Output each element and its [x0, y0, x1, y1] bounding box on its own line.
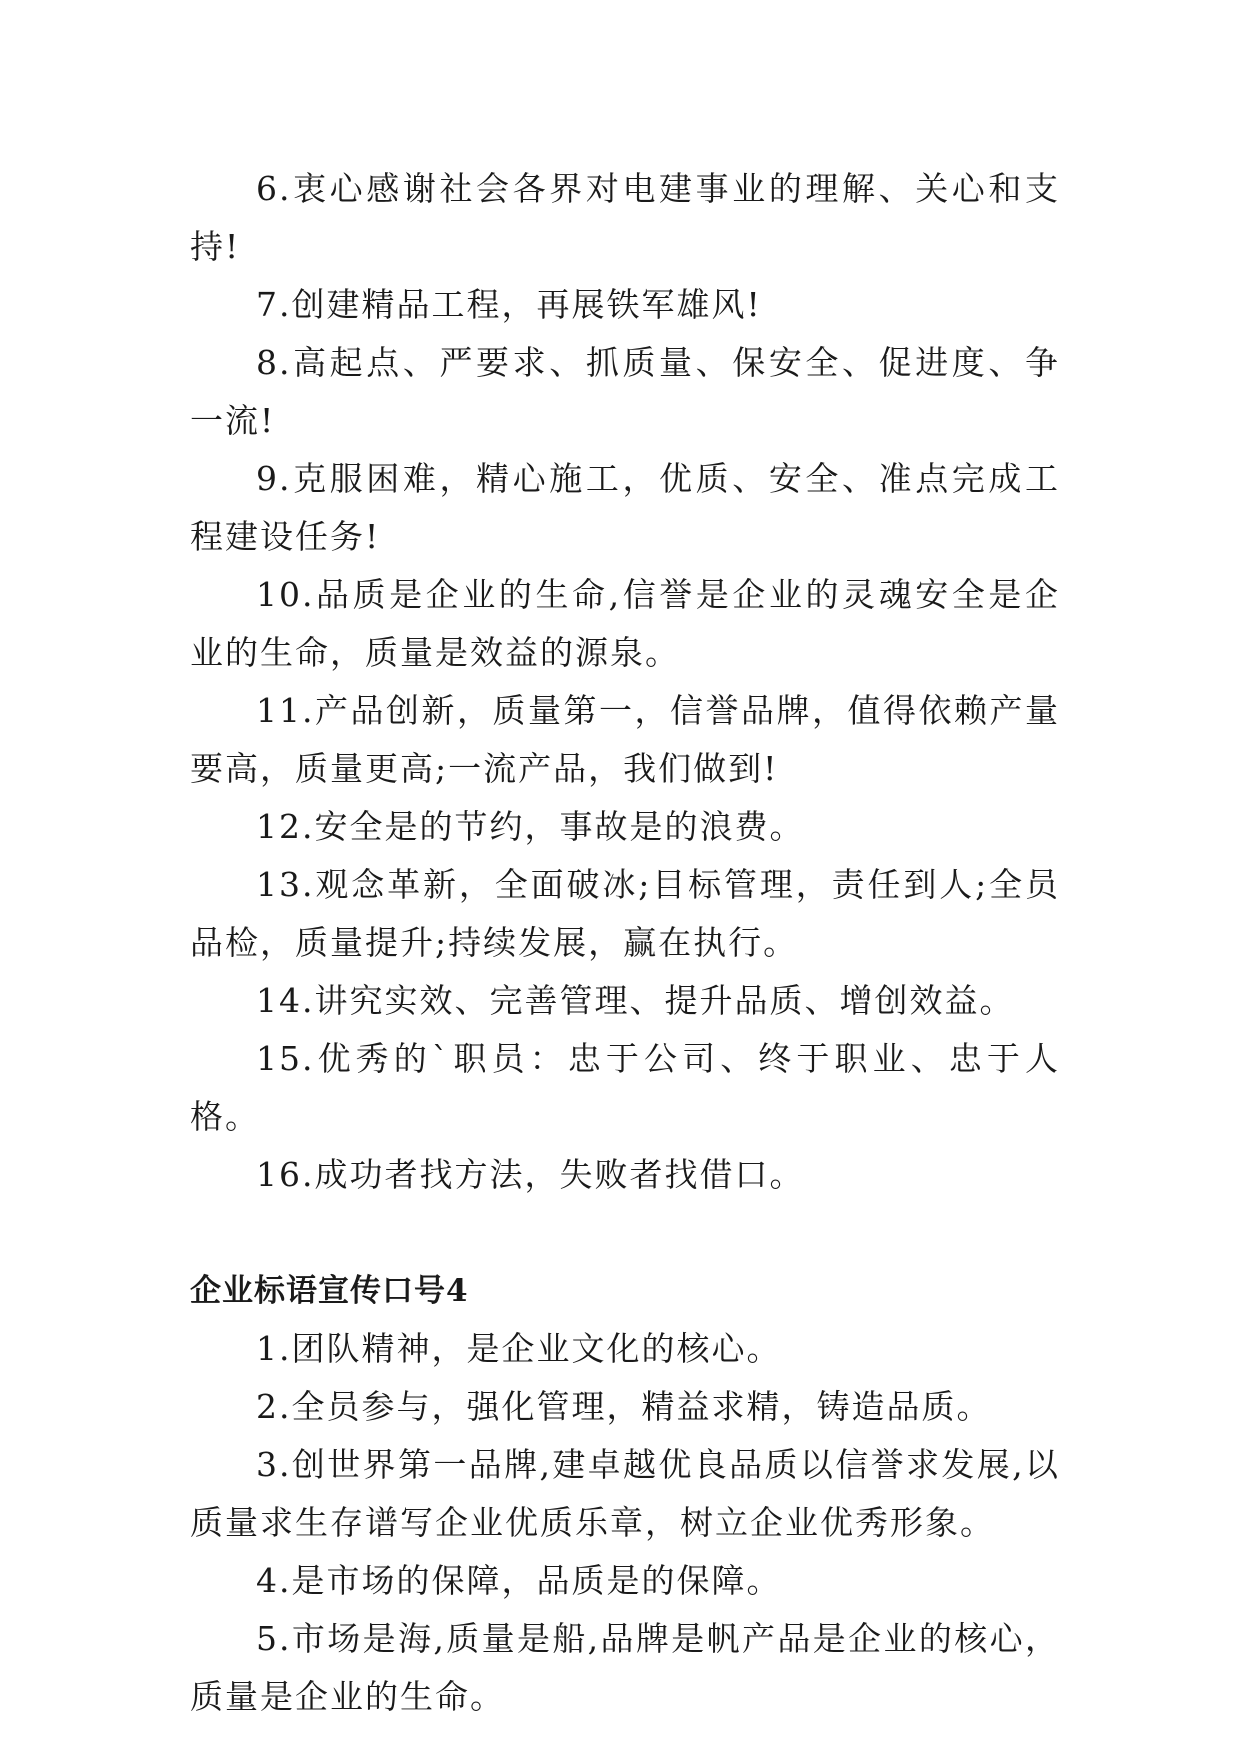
slogan-item: 13.观念革新，全面破冰;目标管理，责任到人;全员品检，质量提升;持续发展，赢在执行。	[190, 865, 1060, 962]
slogan-item: 8.高起点、严要求、抓质量、保安全、促进度、争一流!	[190, 343, 1060, 440]
slogan-item: 5.市场是海,质量是船,品牌是帆产品是企业的核心，质量是企业的生命。	[190, 1619, 1060, 1716]
section-spacer	[190, 1204, 1060, 1262]
slogan-item: 6.衷心感谢社会各界对电建事业的理解、关心和支持!	[190, 169, 1060, 266]
slogan-item: 3.创世界第一品牌,建卓越优良品质以信誉求发展,以质量求生存谱写企业优质乐章，树立企业优秀形象。	[190, 1445, 1060, 1542]
slogan-item: 2.全员参与，强化管理，精益求精，铸造品质。	[256, 1387, 992, 1426]
slogan-item: 12.安全是的节约，事故是的浪费。	[256, 807, 805, 846]
document-body	[190, 160, 1060, 1726]
slogan-item: 7.创建精品工程，再展铁军雄风!	[256, 285, 762, 324]
slogan-item: 9.克服困难，精心施工，优质、安全、准点完成工程建设任务!	[190, 459, 1060, 556]
slogan-item: 14.讲究实效、完善管理、提升品质、增创效益。	[256, 981, 1015, 1020]
slogan-item: 1.团队精神，是企业文化的核心。	[256, 1329, 782, 1368]
slogan-item: 16.成功者找方法，失败者找借口。	[256, 1155, 805, 1194]
slogan-item: 4.是市场的保障，品质是的保障。	[256, 1561, 782, 1600]
slogan-item: 10.品质是企业的生命,信誉是企业的灵魂安全是企业的生命，质量是效益的源泉。	[190, 575, 1060, 672]
slogan-item: 11.产品创新，质量第一，信誉品牌，值得依赖产量要高，质量更高;一流产品，我们做到!	[190, 691, 1060, 788]
section-heading: 企业标语宣传口号4	[190, 1273, 469, 1309]
slogan-item: 15.优秀的`职员：忠于公司、终于职业、忠于人格。	[190, 1039, 1060, 1136]
